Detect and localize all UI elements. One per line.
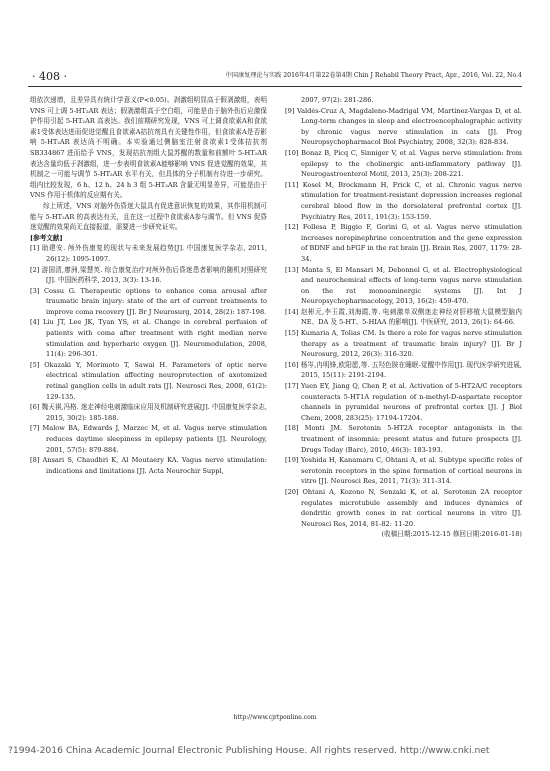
reference-list (30, 243, 267, 476)
reference-item: [14] 赵彬元,李玉霞,刘海霞,等. 电刺激单双侧迷走神经对肝移植大鼠模型脑内 NE、DA 及 5-HT、5-HIAA 的影响[J]. 中医研究, 2013, 26(1): 64-66. (285, 307, 522, 327)
reference-item: [2] 游国清,廖洲,梁慧英. 综合康复治疗对颅外伤后昏迷患者影响的随机对照研究[J]. 中国医药科学, 2013, 3(3): 13-16. (30, 265, 267, 285)
journal-running-head: 中国康复理论与实践 2016年4月第22卷第4期 Chin J Rehabil Theory Pract, Apr., 2016, Vol. 22, No.4 (225, 72, 522, 79)
reference-item: [16] 杨岑,冉明锋,欧阳愿,等. 五羟色胺在睡眠-觉醒中作用[J]. 现代医学研究进展, 2015, 15(11): 2191-2194. (285, 360, 522, 380)
received-revised-dates: (收稿日期:2015-12-15 修回日期:2016-01-18) (381, 530, 522, 539)
reference-item: [6] 魏天祺,冯格. 迷走神经电刺激临床应用及机制研究进展[J]. 中国康复医学杂志, 2015, 30(2): 185-188. (30, 403, 267, 422)
reference-item: [19] Yoshida H, Kanamaru C, Ohtani A, et al. Subtype specific roles of serotonin receptors in the spine formation of cortical neurons in vitro [J]. Neurosci Res, 2011, 71(3): 311-314. (285, 456, 522, 486)
reference-item: [17] Yuen EY, Jiang Q, Chen P, et al. Activation of 5-HT2A/C receptors counteracts 5-HT1A regulation of n-methyl-D-aspartate receptor channels in pyramidal neurons of prefrontal cortex [J]. J Biol Chem, 2008, 283(25): 17194-17204. (285, 382, 522, 422)
reference-item: [12] Follesa P, Biggio F, Gorini G, et al. Vagus nerve stimulation increases norepinephrine concentration and the gene expression of BDNF and bFGF in the rat brain [J]. Brain Res, 2007, 1179: 28-34. (285, 223, 522, 263)
reference-item: [8] Ansari S, Chaudhri K, Al Moutaery KA. Vagus nerve stimulation: indications and limitations [J]. Acta Neurochir Suppl, (30, 456, 267, 475)
reference-item: [10] Bonaz B, Picq C, Sinniger V, et al. Vagus nerve stimulation: from epilepsy to the cholinergic anti-inflammatory pathway [J]. Neurogastroenterol Motil, 2013, 25(3): 208-221. (285, 148, 522, 179)
reference-item: [4] Liu JT, Lee JK, Tyan YS, et al. Change in cerebral perfusion of patients with coma after treatment with right median nerve stimulation and hyperbaric oxygen [J]. Neuromodulation, 2008, 11(4): 296-301. (30, 318, 267, 359)
header-rule (28, 86, 522, 87)
body-paragraph: 组依次递增，且差异具有统计学意义(P<0.05)。剥激组明显高于假剥激组，表明 VNS 可上调 5-HT₂AR 表达；假剥激组高于空白组，可能是由于脑外伤后应激保护作用引起 5-HT₂AR 高表达。我们前期研究发现，VNS 可上调食欲素A和食欲素1受体表达进而促进觉醒且食欲素A拮抗剂具有关键性作用，但食欲素A是否影响 5-HT₂AR 表达尚不明确。本实验通过侧脑室注射食欲素1受体拮抗剂 SB334867 进而给予 VNS，发现拮抗剂组大鼠苏醒的数量和前额叶 5-HT₂AR 表达含量均低于剥激组，进一步表明食欲素A能够影响 VNS 促进觉醒的效果，其机制之一可能与调节 5-HT₂AR 水平有关，但具体的分子机制有待进一步研究。组内比较发现，6 h、12 h、24 h 3 组 5-HT₂AR 含量无明显差异，可能是由于 VNS 作用于机体的反应期有关。 (30, 96, 267, 200)
reference-item: [7] Malow BA, Edwards J, Marzec M, et al. Vagus nerve stimulation reduces daytime sleepiness in epilepsy patients [J]. Neurology, 2001, 57(5): 879-884. (30, 424, 267, 454)
reference-list (285, 95, 522, 529)
reference-item: [18] Monti JM. Serotonin 5-HT2A receptor antagonists in the treatment of insomnia: present status and future prospects [J]. Drugs Today (Barc), 2010, 46(3): 183-193. (285, 424, 522, 454)
reference-item: [9] Valdés-Cruz A, Magdaleno-Madrigal VM, Martínez-Vargas D, et al. Long-term changes in sleep and electroencephalographic activity by chronic vagus nerve stimulation in cats [J]. Prog Neuropsychopharmacol Biol Psychiatry, 2008, 32(3): 828-834. (285, 106, 522, 147)
reference-item: [1] 助建安. 颅外伤康复的现状与未来发展趋势[J]. 中国康复医学杂志, 2011, 26(12): 1095-1097. (30, 244, 267, 263)
reference-item: [3] Cossu G. Therapeutic options to enhance coma arousal after traumatic brain injury: state of the art of current treatments to improve coma recovery [J]. Br J Neurosurg, 2014, 28(2): 187-198. (30, 286, 267, 316)
left-column (30, 95, 267, 476)
footer-url[interactable]: http://www.cjrtponline.com (233, 714, 317, 721)
right-column (285, 95, 522, 540)
reference-item: [15] Kumaria A, Tolias CM. Is there a role for vagus nerve stimulation therapy as a treatment of traumatic brain injury? [J]. Br J Neurosurg, 2012, 26(3): 316-320. (285, 329, 522, 359)
reference-item-continued: 2007, 97(2): 281-286. (301, 96, 374, 104)
reference-item: [5] Okazaki Y, Morimoto T, Sawai H. Parameters of optic nerve electrical stimulation affecting neuroprotection of axotomized retinal ganglion cells in adult rats [J]. Neurosci Res, 2008, 61(2): 129-135. (30, 360, 267, 401)
references-title: [参考文献] (30, 233, 63, 242)
reference-item: [11] Kosel M, Brockmann H, Frick C, et al. Chronic vagus nerve stimulation for treatment-resistant depression increases regional cerebral blood flow in the dorsolateral prefrontal cortex [J]. Psychiatry Res, 2011, 191(3): 153-159. (285, 180, 522, 221)
copyright-watermark: ?1994-2016 China Academic Journal Electronic Publishing House. All rights reserved. http://www.cnki.net (8, 745, 490, 756)
page-header (28, 64, 522, 82)
reference-item: [13] Manta S, El Mansari M, Debonnel G, et al. Electrophysiological and neurochemical effects of long-term vagus nerve stimulation on the rat monoaminergic systems [J]. Int J Neuropsychopharmacology, 2013, 16(2): 459-470. (285, 265, 522, 306)
body-paragraph: 综上所述，VNS 对脑外伤昏迷大鼠具有促进意识恢复的效果，其作用机制可能与 5-HT₂AR 的高表达有关，且在这一过程中食欲素A参与调节。但 VNS 促昏迷觉醒的效果尚无直接报道，需要进一步研究证实。 (30, 201, 267, 232)
reference-item: [20] Ohtani A, Kozono N, Senzaki K, et al. Serotonin 2A receptor regulates microtubule assembly and induces dynamics of dendritic growth cones in rat cortical neurons in vitro [J]. Neurosci Res, 2014, 81-82: 11-20. (285, 487, 522, 528)
page-number: · 408 · (32, 70, 67, 83)
